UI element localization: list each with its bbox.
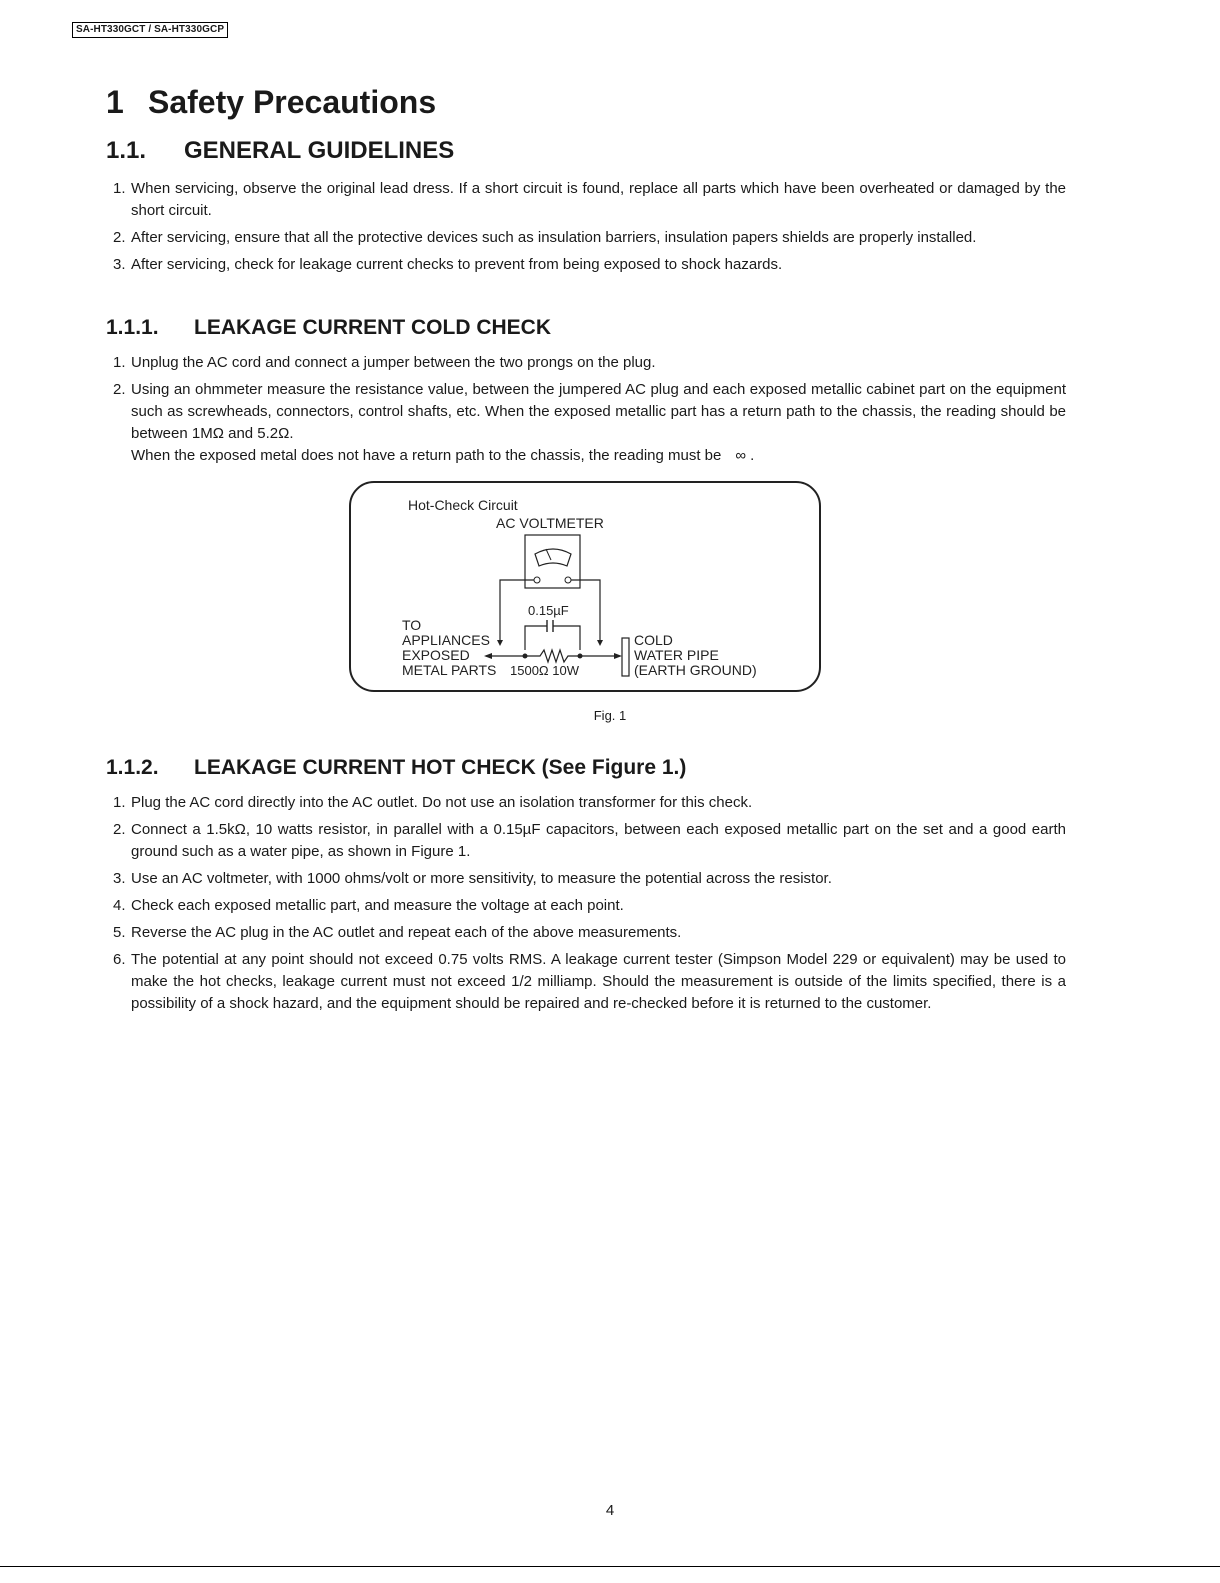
- general-guidelines-title: GENERAL GUIDELINES: [184, 137, 455, 164]
- junction-dot: [523, 654, 528, 659]
- list-item: 6. The potential at any point should not exceed 0.75 volts RMS. A leakage current tester (Simpson Model 229 or equivalent) may be used to make the hot checks, leakage current must not exceed 1/2 milliamp. Should the measurement is outside of the limits specified, there is a possibility of a shock hazard, and the equipment should be repaired and re-checked before it is returned to the customer.: [113, 951, 1066, 1012]
- meter-terminal-left: [534, 577, 540, 583]
- general-guidelines-heading: [106, 137, 454, 165]
- list-item: 2. Connect a 1.5kΩ, 10 watts resistor, in parallel with a 0.15µF capacitors, between each exposed metallic part on the set and a good earth ground such as a water pipe, as shown in Figure 1.: [113, 821, 1066, 860]
- hot-check-circuit-figure: [348, 480, 824, 696]
- arrow-right-icon: [614, 653, 622, 659]
- meter-needle-icon: [546, 549, 551, 560]
- cold-check-extra-line: When the exposed metal does not have a return path to the chassis, the reading must be ∞ .: [131, 445, 1066, 467]
- arrow-icon: [497, 640, 503, 646]
- general-guidelines-list: [106, 178, 1066, 281]
- resistor-line: [486, 650, 618, 662]
- general-guidelines-number: 1.1.: [106, 137, 147, 164]
- list-item: 4. Check each exposed metallic part, and measure the voltage at each point.: [113, 897, 624, 914]
- figure-caption: Fig. 1: [593, 708, 627, 723]
- list-item: 3. Use an AC voltmeter, with 1000 ohms/volt or more sensitivity, to measure the potential across the resistor.: [113, 870, 832, 887]
- list-item: 2. Using an ohmmeter measure the resistance value, between the jumpered AC plug and each exposed metallic cabinet part on the equipment such as screwheads, connectors, control shafts, etc. When the exposed metallic part has a return path to the chassis, the reading should be between 1MΩ and 5.2Ω. When the exposed metal does not have a return path to the chassis, the reading must be ∞ .: [106, 379, 1066, 467]
- capacitor-lead-right: [553, 626, 580, 650]
- right-label-line: (EARTH GROUND): [634, 662, 757, 678]
- hot-check-number: 1.1.2.: [106, 756, 159, 779]
- list-item: 5. Reverse the AC plug in the AC outlet and repeat each of the above measurements.: [113, 924, 682, 941]
- hot-check-heading: [106, 756, 686, 780]
- capacitor-lead-left: [525, 626, 547, 650]
- list-item: 3. After servicing, check for leakage current checks to prevent from being exposed to shock hazards.: [113, 256, 783, 273]
- left-label-line: METAL PARTS: [402, 662, 497, 678]
- cold-check-heading: [106, 316, 551, 340]
- cold-check-list: [106, 352, 1066, 472]
- hot-check-title: LEAKAGE CURRENT HOT CHECK (See Figure 1.): [194, 756, 687, 779]
- resistor-label: 1500Ω 10W: [510, 663, 579, 678]
- page-number: 4: [605, 1502, 615, 1519]
- hot-check-list: [106, 792, 1066, 1020]
- junction-dot: [578, 654, 583, 659]
- water-pipe-icon: [622, 638, 629, 676]
- list-item: 1. Unplug the AC cord and connect a jumper between the two prongs on the plug.: [113, 354, 656, 371]
- cold-check-title: LEAKAGE CURRENT COLD CHECK: [194, 316, 551, 339]
- meter-terminal-right: [565, 577, 571, 583]
- list-item: 2. After servicing, ensure that all the protective devices such as insulation barriers, insulation papers shields are properly installed.: [113, 229, 977, 246]
- section-number: 1: [106, 84, 124, 120]
- list-item: 1. Plug the AC cord directly into the AC outlet. Do not use an isolation transformer for this check.: [113, 794, 753, 811]
- right-label-line: WATER PIPE: [634, 647, 719, 663]
- voltmeter-label: AC VOLTMETER: [496, 515, 604, 531]
- bottom-rule: [0, 1566, 1220, 1567]
- left-label-line: EXPOSED: [402, 647, 470, 663]
- arrow-icon: [597, 640, 603, 646]
- right-label-line: COLD: [634, 632, 673, 648]
- cold-check-number: 1.1.1.: [106, 316, 159, 339]
- arrow-left-icon: [484, 653, 492, 659]
- section-heading: [106, 84, 436, 121]
- capacitor-label: 0.15µF: [528, 603, 569, 618]
- meter-lead-right: [571, 580, 600, 640]
- infinity-symbol: ∞: [735, 447, 747, 464]
- section-title: Safety Precautions: [148, 84, 437, 120]
- meter-dial-icon: [535, 549, 571, 566]
- left-label-line: APPLIANCES: [402, 632, 490, 648]
- circuit-title: Hot-Check Circuit: [408, 497, 518, 513]
- hot-check-circuit-diagram: [348, 480, 824, 696]
- list-item: 1. When servicing, observe the original lead dress. If a short circuit is found, replace all parts which have been overheated or damaged by the short circuit.: [113, 180, 1066, 219]
- left-label-line: TO: [402, 617, 422, 633]
- model-number-header: SA-HT330GCT / SA-HT330GCP: [72, 22, 228, 38]
